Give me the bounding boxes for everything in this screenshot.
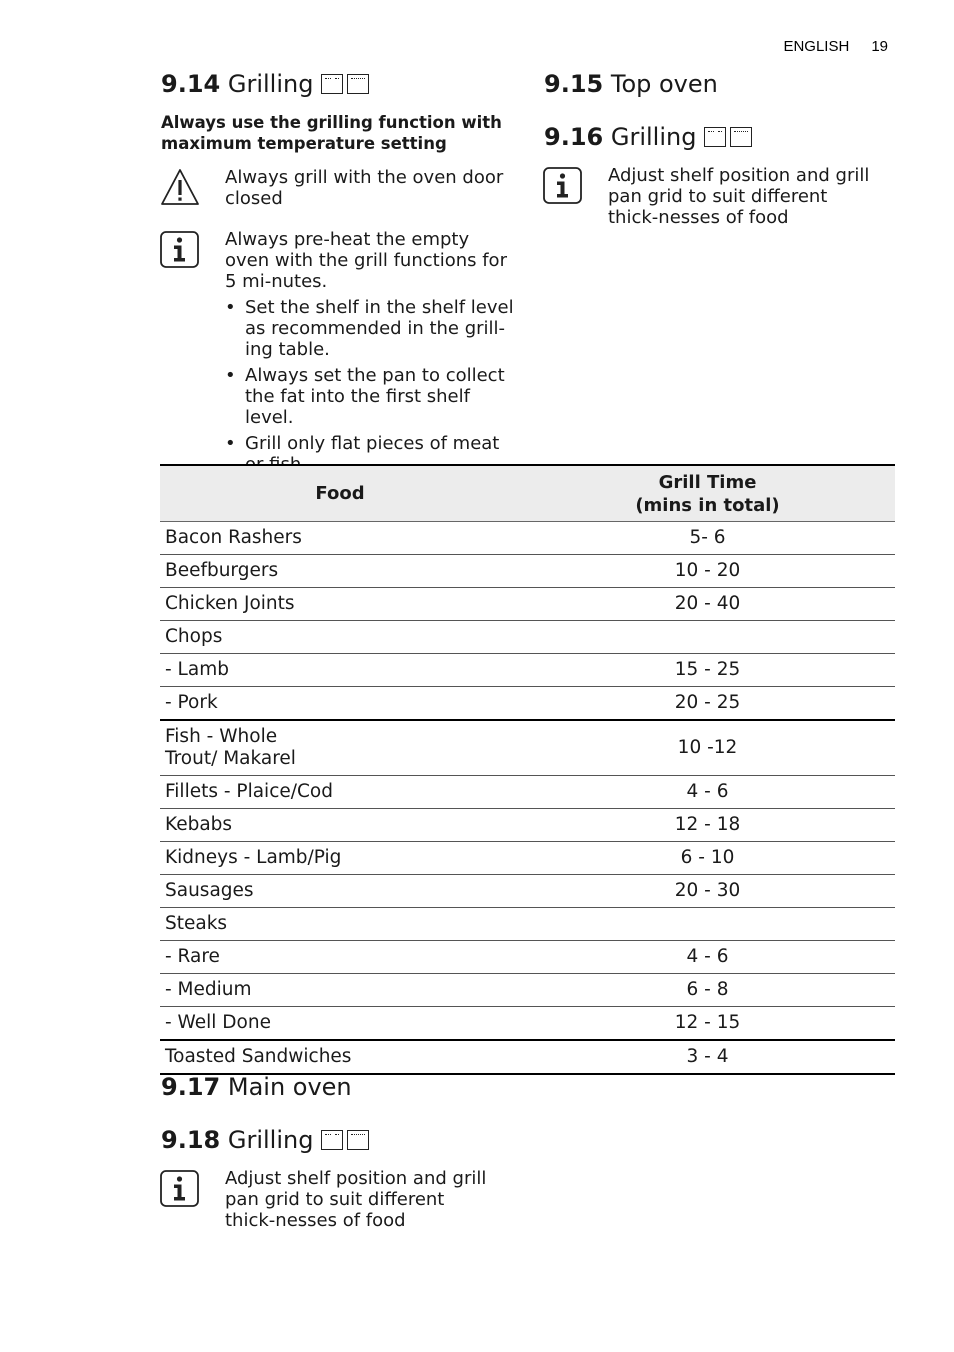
table-row: [160, 842, 895, 875]
section-9-16-heading: [544, 122, 752, 152]
column-header-food: Food: [160, 465, 520, 522]
section-9-18-heading: [161, 1125, 369, 1155]
table-row: [160, 908, 895, 941]
grill-icon: [321, 74, 343, 94]
food-cell: Steaks: [160, 908, 520, 941]
page-header: [783, 38, 888, 55]
time-cell: 15 - 25: [520, 654, 895, 687]
food-cell: - Pork: [160, 687, 520, 721]
time-cell: 20 - 30: [520, 875, 895, 908]
time-cell: 4 - 6: [520, 776, 895, 809]
list-item: • Grill only flat pieces of meat: [225, 433, 515, 475]
time-cell: 10 -12: [520, 720, 895, 776]
table-row: [160, 522, 895, 555]
full-grill-icon: [730, 127, 752, 147]
time-cell: 3 - 4: [520, 1040, 895, 1074]
time-cell: 20 - 25: [520, 687, 895, 721]
table-header-row: [160, 465, 895, 522]
section-title: Grilling: [227, 70, 314, 98]
time-cell: [520, 908, 895, 941]
table-row: [160, 941, 895, 974]
section-number: 9.17: [161, 1073, 221, 1101]
info-text: Always pre-heat the empty oven with the grill functions for 5 mi-nutes.: [225, 229, 507, 292]
time-cell: 5- 6: [520, 522, 895, 555]
time-cell: 4 - 6: [520, 941, 895, 974]
time-cell: 10 - 20: [520, 555, 895, 588]
section-title: Top oven: [610, 70, 718, 98]
info-text: Adjust shelf position and grill pan grid to suit different thick-nesses of food: [608, 165, 870, 228]
section-title: Grilling: [227, 1126, 314, 1154]
food-cell: Kebabs: [160, 809, 520, 842]
time-cell: 20 - 40: [520, 588, 895, 621]
table-row: [160, 654, 895, 687]
info-icon: [160, 1170, 199, 1207]
table-row: [160, 1040, 895, 1074]
table-row: [160, 1007, 895, 1041]
time-cell: 6 - 8: [520, 974, 895, 1007]
food-cell: Fillets - Plaice/Cod: [160, 776, 520, 809]
list-item: • Set the shelf in the shelf level as recommended in the grill-ing table.: [225, 297, 515, 360]
full-grill-icon: [347, 1130, 369, 1150]
food-cell: Bacon Rashers: [160, 522, 520, 555]
food-cell: Toasted Sandwiches: [160, 1040, 520, 1074]
full-grill-icon: [347, 74, 369, 94]
section-9-17-heading: [161, 1072, 352, 1102]
grill-icon: [704, 127, 726, 147]
grill-icon: [321, 1130, 343, 1150]
food-cell: - Well Done: [160, 1007, 520, 1041]
food-cell: - Medium: [160, 974, 520, 1007]
time-cell: 12 - 18: [520, 809, 895, 842]
list-item: • Always set the pan to collect the fat into the first shelf level.: [225, 365, 515, 428]
section-9-15-heading: [544, 69, 718, 99]
food-cell: - Rare: [160, 941, 520, 974]
food-cell: Fish - Whole Trout/ Makarel: [160, 720, 520, 776]
food-cell: Sausages: [160, 875, 520, 908]
food-cell: Beefburgers: [160, 555, 520, 588]
time-cell: 12 - 15: [520, 1007, 895, 1041]
warning-icon: [159, 167, 201, 207]
table-row: [160, 720, 895, 776]
section-title: Grilling: [610, 123, 697, 151]
info-text: Adjust shelf position and grill pan grid to suit different thick-nesses of food: [225, 1168, 487, 1231]
grilling-table: [160, 464, 895, 1075]
header-language: ENGLISH: [783, 38, 850, 55]
section-number: 9.18: [161, 1126, 221, 1154]
column-header-grill-time: [520, 465, 895, 522]
bold-note: Always use the grilling function with maximum temperature setting: [161, 113, 502, 153]
section-number: 9.15: [544, 70, 604, 98]
food-cell: - Lamb: [160, 654, 520, 687]
bullet-list: [225, 297, 515, 480]
grill-time-header-text: Grill Time (mins in total): [635, 471, 780, 516]
table-row: [160, 875, 895, 908]
time-cell: [520, 621, 895, 654]
food-cell: Kidneys - Lamb/Pig: [160, 842, 520, 875]
table-row: [160, 776, 895, 809]
section-title: Main oven: [227, 1073, 352, 1101]
table-row: [160, 588, 895, 621]
section-number: 9.14: [161, 70, 221, 98]
table-row: [160, 687, 895, 721]
section-9-14-heading: [161, 69, 369, 99]
time-cell: 6 - 10: [520, 842, 895, 875]
food-cell: Chops: [160, 621, 520, 654]
table-row: [160, 809, 895, 842]
table-row: [160, 621, 895, 654]
warning-text: Always grill with the oven door closed: [225, 167, 504, 209]
section-number: 9.16: [544, 123, 604, 151]
info-icon: [543, 167, 582, 204]
table-row: [160, 974, 895, 1007]
food-cell: Chicken Joints: [160, 588, 520, 621]
table-row: [160, 555, 895, 588]
page-number: 19: [871, 38, 888, 55]
info-icon: [160, 231, 199, 268]
